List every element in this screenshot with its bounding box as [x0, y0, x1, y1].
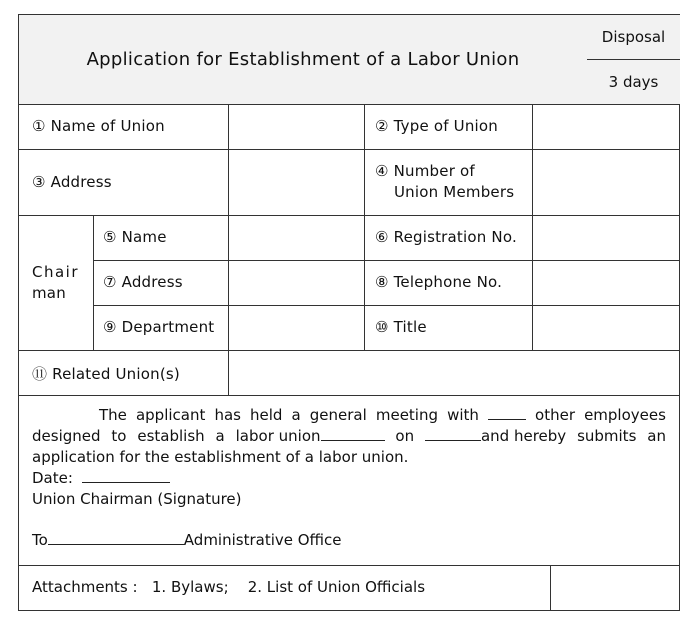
statement-word: general: [309, 406, 367, 424]
statement-word: with: [447, 406, 479, 424]
statement-word: a: [215, 427, 225, 445]
divider: [364, 104, 365, 350]
field-label-union-name: ① Name of Union: [32, 117, 165, 135]
divider: [93, 260, 680, 261]
field-label-related-unions: ⑪ Related Union(s): [32, 365, 180, 383]
divider: [587, 59, 680, 60]
to-line: [32, 530, 666, 551]
statement-word: to: [111, 427, 127, 445]
chairman-label: Chair: [32, 263, 80, 281]
attachments-label: Attachments :: [32, 578, 138, 596]
application-statement: [32, 405, 666, 551]
office-blank[interactable]: [48, 530, 184, 545]
disposal-box: [587, 15, 680, 104]
field-label-address: ③ Address: [32, 173, 112, 191]
divider: [19, 395, 680, 396]
statement-word: designed: [32, 427, 101, 445]
statement-word: an: [647, 427, 666, 445]
field-label-chairman-address: ⑦ Address: [103, 273, 183, 291]
statement-line: application for the establishment of a labor union.: [32, 448, 409, 466]
form-title: Application for Establishment of a Labor Union: [19, 15, 587, 104]
office-label: Administrative Office: [183, 531, 342, 549]
chairman-label-cont: man: [32, 284, 66, 302]
attachment-bylaws: 1. Bylaws;: [151, 578, 229, 596]
statement-word: other: [535, 406, 575, 424]
divider: [550, 565, 551, 611]
divider: [19, 350, 680, 351]
statement-word: held: [250, 406, 283, 424]
field-label-telephone-no: ⑧ Telephone No.: [375, 273, 503, 291]
meeting-date-blank[interactable]: [425, 426, 481, 441]
statement-word: submits: [577, 427, 637, 445]
divider: [19, 215, 680, 216]
statement-word: on: [395, 427, 415, 445]
divider: [228, 104, 229, 395]
statement-word: meeting: [375, 406, 439, 424]
divider: [532, 104, 533, 350]
employee-count-blank[interactable]: [488, 405, 526, 420]
divider: [19, 149, 680, 150]
statement-word: has: [214, 406, 241, 424]
field-label-member-count: ④ Number of: [375, 162, 475, 180]
statement-word: labor union: [235, 427, 321, 445]
statement-word: establish: [137, 427, 205, 445]
field-label-union-type: ② Type of Union: [375, 117, 498, 135]
attachments-line: [32, 578, 425, 596]
labor-union-application-form: [18, 14, 680, 611]
statement-word: employees: [584, 406, 666, 424]
field-label-chairman-name: ⑤ Name: [103, 228, 167, 246]
statement-word: The: [99, 406, 127, 424]
divider: [93, 305, 680, 306]
date-label: Date:: [32, 469, 73, 487]
disposal-label: Disposal: [601, 28, 666, 46]
statement-word: applicant: [135, 406, 206, 424]
divider: [19, 565, 680, 566]
disposal-period: 3 days: [608, 73, 659, 91]
union-name-blank[interactable]: [321, 426, 385, 441]
field-label-title: ⑩ Title: [375, 318, 427, 336]
field-label-registration-no: ⑥ Registration No.: [375, 228, 517, 246]
divider: [19, 104, 680, 105]
attachment-officials-list: 2. List of Union Officials: [247, 578, 426, 596]
divider: [93, 215, 94, 350]
date-blank[interactable]: [82, 468, 170, 483]
statement-word: and hereby: [480, 427, 567, 445]
field-label-department: ⑨ Department: [103, 318, 215, 336]
statement-word: a: [291, 406, 301, 424]
signature-label: Union Chairman (Signature): [32, 490, 242, 508]
date-line: [32, 468, 666, 489]
field-label-member-count-cont: Union Members: [394, 183, 515, 201]
to-label: To: [32, 531, 48, 549]
